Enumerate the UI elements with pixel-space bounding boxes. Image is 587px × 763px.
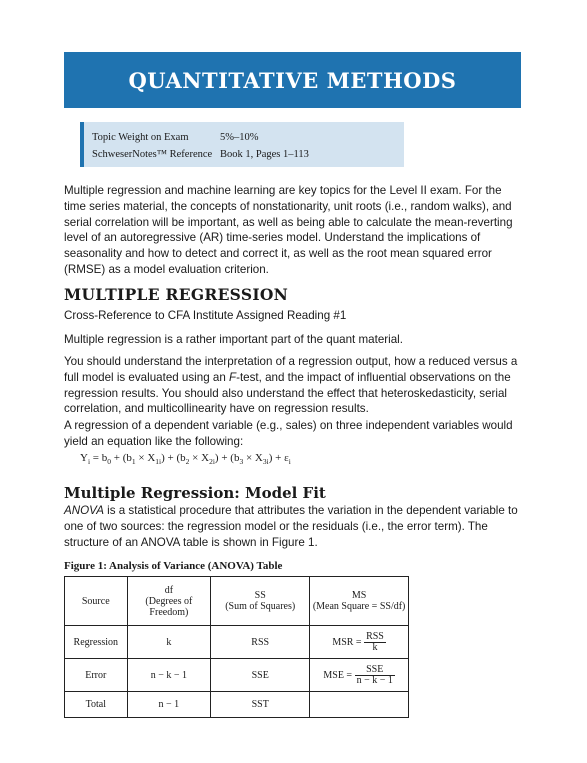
cell-ss: RSS [211, 626, 310, 659]
reference-value: Book 1, Pages 1–113 [220, 149, 309, 160]
cell-ms [310, 659, 409, 692]
paragraph-regression-equation-intro: A regression of a dependent variable (e.g., sales) on three independent variables would yield an equation like the following: [64, 419, 513, 448]
header-ss-bottom: (Sum of Squares) [225, 601, 296, 612]
paragraph-importance: Multiple regression is a rather important part of the quant material. [64, 333, 403, 346]
anova-italic: ANOVA [64, 504, 104, 517]
cell-ms [310, 692, 409, 718]
header-df-bottom: (Degrees of Freedom) [145, 595, 193, 618]
intro-paragraph: Multiple regression and machine learning are key topics for the Level II exam. For the time series material, the concepts of nonstationarity, unit roots (i.e., random walks), and serial correlation will be important, as well as being able to calculate the mean-reverting level of an autoregressive (AR) time-series model. Understand the implications of seasonality and how to detect and correct it, as well as the root mean squared error (RMSE) as a model evaluation criterion. [64, 184, 513, 276]
ms-denominator: n − k − 1 [356, 674, 393, 686]
ms-fraction [355, 665, 395, 686]
table-row [65, 692, 409, 718]
section-heading-model-fit: Multiple Regression: Model Fit [64, 484, 326, 502]
ms-numerator: RSS [366, 630, 384, 642]
cross-reference: Cross-Reference to CFA Institute Assigned Reading #1 [64, 309, 347, 322]
table-header-row [65, 577, 409, 626]
header-ss [211, 577, 310, 626]
header-source: Source [65, 577, 128, 626]
figure-caption: Figure 1: Analysis of Variance (ANOVA) Table [64, 560, 283, 572]
header-ms-bottom: (Mean Square = SS/df) [312, 601, 406, 612]
ms-fraction [364, 632, 386, 653]
header-df [127, 577, 211, 626]
cell-source: Regression [65, 626, 128, 659]
cell-ss: SSE [211, 659, 310, 692]
topic-weight-value: 5%–10% [220, 132, 259, 143]
cell-ss: SST [211, 692, 310, 718]
chapter-title: QUANTITATIVE METHODS [128, 67, 457, 93]
cell-df: n − k − 1 [127, 659, 211, 692]
header-ms-top: MS [351, 590, 367, 601]
regression-equation: $Y_i = b_0 + (b_1 \times X_{1i}) + (b_2 \times X_{2i}) + (b_3 \times X_{3i}) + \varepsilon_i$ [80, 452, 291, 467]
topic-weight-row [92, 129, 404, 146]
paragraph-understanding [64, 354, 524, 417]
topic-info-box [80, 122, 404, 167]
ms-denominator: k [372, 641, 378, 653]
cell-df: n − 1 [127, 692, 211, 718]
anova-table [64, 576, 409, 718]
text-fragment: -test, and the impact of influential observations on the regression results. You should also understand the effect that heteroskedasticity, serial correlation, and multicollinearity have on regression results. [64, 370, 511, 416]
ms-lhs: MSE = [323, 669, 353, 681]
cell-source: Total [65, 692, 128, 718]
reference-label: SchweserNotes™ Reference [92, 149, 213, 160]
f-test-italic: F [229, 370, 237, 384]
ms-numerator: SSE [355, 665, 395, 676]
text-fragment: You should understand the interpretation of a regression output, how a reduced versus a full model is evaluated using an [64, 355, 518, 384]
cell-ms [310, 626, 409, 659]
cell-source: Error [65, 659, 128, 692]
table-row [65, 626, 409, 659]
chapter-banner [64, 52, 521, 108]
paragraph-anova [64, 503, 524, 550]
header-df-top: df [164, 584, 174, 596]
header-ss-top: SS [254, 590, 266, 601]
section-heading-multiple-regression: MULTIPLE REGRESSION [64, 285, 289, 304]
reference-row [92, 146, 404, 163]
topic-weight-label: Topic Weight on Exam [92, 132, 189, 143]
text-fragment: is a statistical procedure that attributes the variation in the dependent variable to one of two sources: the regression model or the residuals (i.e., the error term). The structure of an ANOVA table is shown in Figure 1. [64, 504, 518, 549]
ms-lhs: MSR = [332, 636, 362, 648]
header-ms [310, 577, 409, 626]
cell-df: k [127, 626, 211, 659]
table-row [65, 659, 409, 692]
